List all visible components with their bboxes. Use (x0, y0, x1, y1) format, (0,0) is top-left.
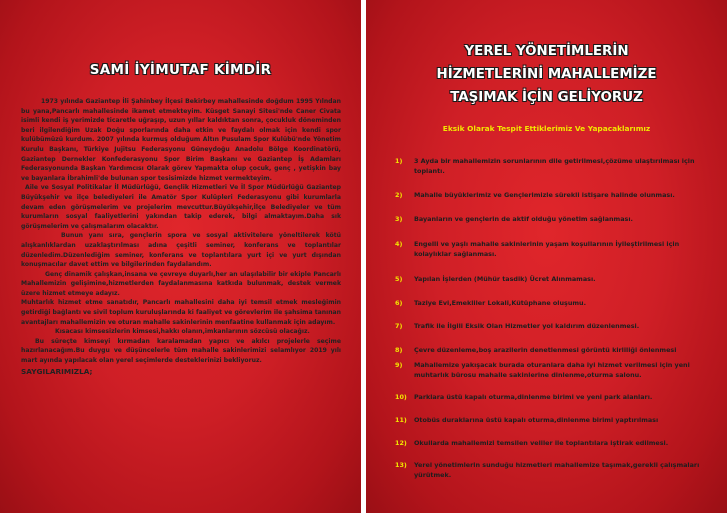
item-number: 13) (395, 461, 407, 469)
item-text: Otobüs duraklarına üstü kapalı oturma,dinlenme birimi yaptırılması (414, 416, 659, 424)
list-item (395, 156, 711, 176)
list-item (395, 438, 711, 448)
item-number: 11) (395, 416, 407, 424)
list-item (395, 214, 711, 224)
item-number: 2) (395, 191, 403, 199)
bio-paragraph: Kısacası kimsesizlerin kimsesi,hakkı olanın,imkanlarının sözcüsü olacağız. (55, 328, 310, 336)
item-text: 3 Ayda bir mahallemizin sorunlarının dile getirilmesi,çözüme ulaştırılması için toplantı. (414, 157, 695, 175)
item-number: 12) (395, 439, 407, 447)
item-number: 9) (395, 361, 403, 369)
item-text: Yapılan İşlerden (Mühür tasdik) Ücret Alınmaması. (414, 275, 596, 283)
list-item (395, 360, 711, 380)
biography-text (21, 97, 341, 376)
left-page-title: SAMİ İYİMUTAF KİMDİR (89, 62, 272, 78)
bio-paragraph: 1973 yılında Gaziantep İli Şahinbey İlçesi Bekirbey mahallesinde doğdum 1995 Yılndan bu yana,Pancarlı mahallesinde ikamet etmekteyim. Küsget Sanayi Sitesi'nde Caner Civata isimli kendi iş yerimizde ticaretle uğraşıp, uzun yıllar kaldıktan sonra, çocukluk döneminden beri ilgilendiğim Uzak Doğu sporlarında daha etkin ve faydalı olmak için kendi spor kulübümüzü kurdum. 2007 yılında kurmuş olduğum Altın Pusulam Spor Kulübü'nde Yönetim Kurulu Başkanı, Türkiye Jujitsu Federasyonu Güneydoğu Anadolu Bölge Koordinatörü, Gaziantep Dernekler Konfederasyonu Spor Birim Başkanı ve Gaziantep İş Adamları Federasyonunda Başkan Yardımcısı Olarak görev Yapmakta olup çocuk, genç , yetişkin bay ve bayanlara İbrahimli'de bulunan spor tesisimizde hizmet vermekteyim. (21, 98, 341, 182)
item-text: Taziye Evi,Emekliler Lokali,Kütüphane oluşumu. (414, 299, 587, 307)
list-item (395, 190, 711, 200)
item-number: 5) (395, 275, 403, 283)
item-number: 8) (395, 346, 403, 354)
title-line: HİZMETLERİNİ MAHALLEMİZE (436, 67, 657, 82)
list-item (395, 392, 711, 402)
left-page (0, 0, 361, 513)
item-number: 7) (395, 322, 403, 330)
right-page-title (366, 40, 727, 109)
item-text: Bayanların ve gençlerin de aktif olduğu yönetim sağlanması. (414, 215, 633, 223)
bio-paragraph: Genç dinamik çalışkan,insana ve çevreye duyarlı,her an ulaşılabilir bir ekiple Pancarlı Mahallemizin gelişimine,hizmetlerden faydalanmasına katkıda bulunmak, destek vermek üzere hizmet etmeye adayız. (21, 270, 341, 297)
title-line: TAŞIMAK İÇİN GELİYORUZ (450, 90, 643, 105)
item-number: 3) (395, 215, 403, 223)
list-item (395, 274, 711, 284)
right-page-subtitle: Eksik Olarak Tespit Ettiklerimiz Ve Yapacaklarımız (442, 124, 651, 133)
right-page (366, 0, 727, 513)
item-text: Trafik ile İlgili Eksik Olan Hizmetler yol kaldırım düzenlenmesi. (414, 322, 640, 330)
item-text: Okullarda mahallemizi temsilen veliler ile toplantılara iştirak edilmesi. (414, 439, 669, 447)
item-text: Mahallemize yakışacak burada oturanlara daha iyi hizmet verilmesi için yeni muhtarlık bürosu mahalle sakinlerine dinlenme,oturma salonu. (414, 361, 690, 379)
item-text: Mahalle büyüklerimiz ve Gençlerimizle sürekli istişare halinde olunması. (414, 191, 675, 199)
item-text: Yerel yönetimlerin sunduğu hizmetleri mahallemize taşımak,gerekli çalışmaları yürütmek. (414, 461, 700, 479)
item-text: Çevre düzenleme,boş arazilerin denetlenmesi görüntü kirliliği önlenmesi (414, 346, 677, 354)
list-item (395, 345, 711, 355)
list-item (395, 321, 711, 331)
bio-paragraph: Aile ve Sosyal Politikalar İl Müdürlüğü, Gençlik Hizmetleri Ve İl Spor Müdürlüğü Gaziantep Büyükşehir ve ilçe belediyeleri ile Amatör Spor Kulüpleri Federasyonu gibi kurumlarla devam eden görüşmelerim ve projelerim mevcuttur.Büyükşehir,İlçe Belediyeler ve tüm kurumların sosyal faaliyetlerini yakından takip ederek, bilgi almaktayım.Daha sık görüşmelerim ve çalışmalarım olacaktır. (21, 184, 341, 230)
bio-paragraph: Bunun yanı sıra, gençlerin spora ve sosyal aktivitelere yöneltilerek kötü alışkanlıklardan uzaklaştırılması adına çeşitli seminer, konferans ve toplantılar düzenledim.Düzenlediğim seminer, konferans ve toplantılara yurt içi ve yurt dışından konuşmacılar davet ettim ve bilgilerinden faydalandım. (21, 232, 341, 269)
bio-paragraph: Bu süreçte kimseyi kırmadan karalamadan yapıcı ve akılcı projelerle seçime hazırlanacağım.Bu duygu ve düşüncelerle tüm mahalle sakinlerimizi selamlıyor 2019 yılı mart ayında yapılacak olan yerel seçimlerde desteklerinizi bekliyoruz. (21, 337, 341, 365)
closing-line: SAYGILARIMIZLA; (21, 366, 93, 376)
list-item (395, 239, 711, 259)
bio-paragraph: Muhtarlık hizmet etme sanatıdır, Pancarlı mahallesini daha iyi temsil etmek mesleğimin getirdiği bağlantı ve sivil toplum kuruluşlarında ki faaliyet ve görevlerim ile şahsima tanınan avantajları mahallemizin ve oturan mahalle sakinlerinin menfaatine kullanmak için adayım. (21, 299, 341, 326)
item-number: 4) (395, 240, 403, 248)
item-number: 10) (395, 393, 407, 401)
list-item (395, 460, 711, 480)
item-text: Parklara üstü kapalı oturma,dinlenme birimi ve yeni park alanları. (414, 393, 653, 401)
item-text: Engelli ve yaşlı mahalle sakinlerinin yaşam koşullarının İyileştirilmesi için kolaylıklar sağlanması. (414, 240, 680, 258)
list-item (395, 298, 711, 308)
list-item (395, 415, 711, 425)
item-number: 1) (395, 157, 403, 165)
item-number: 6) (395, 299, 403, 307)
title-line: YEREL YÖNETİMLERİN (464, 44, 629, 59)
